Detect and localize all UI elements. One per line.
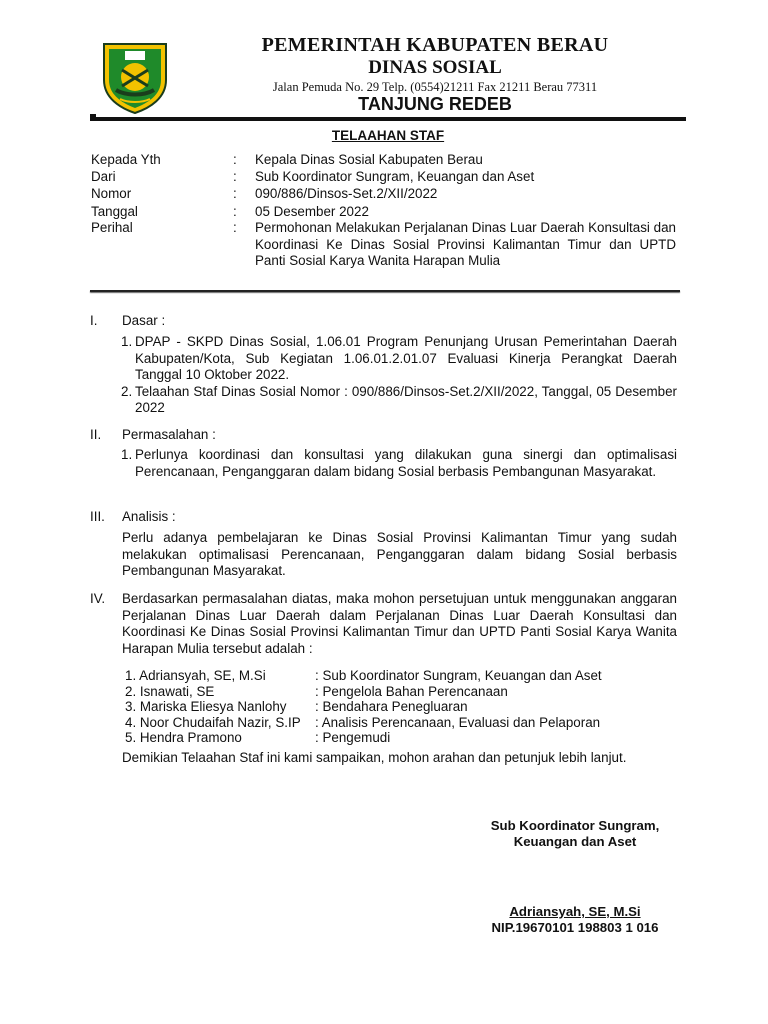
section-1-list bbox=[121, 334, 677, 417]
section-4-numeral: IV. bbox=[90, 591, 106, 606]
to-colon: : bbox=[233, 152, 237, 167]
list-item-number: 1. bbox=[121, 334, 133, 349]
staff-role: : Bendahara Penegluaran bbox=[315, 699, 468, 714]
from-colon: : bbox=[233, 169, 237, 184]
staff-list bbox=[125, 668, 685, 746]
number-value: 090/886/Dinsos-Set.2/XII/2022 bbox=[255, 186, 438, 201]
date-value: 05 Desember 2022 bbox=[255, 204, 369, 219]
subject-value: Permohonan Melakukan Perjalanan Dinas Luar Daerah Konsultasi dan Koordinasi Ke Dinas Sosial Provinsi Kalimantan Timur dan UPTD Panti Sosial Karya Wanita Harapan Mulia bbox=[255, 220, 676, 268]
date-label: Tanggal bbox=[91, 204, 138, 219]
document-title: TELAAHAN STAF bbox=[331, 128, 445, 143]
staff-name: 2. Isnawati, SE bbox=[125, 683, 215, 699]
list-item bbox=[121, 447, 677, 480]
signatory-name: Adriansyah, SE, M.Si bbox=[509, 904, 641, 919]
staff-row bbox=[125, 699, 685, 715]
to-label: Kepada Yth bbox=[91, 152, 161, 167]
staff-row bbox=[125, 715, 685, 731]
section-3-title: Analisis : bbox=[122, 509, 176, 524]
list-item-number: 1. bbox=[121, 447, 133, 462]
section-1-title: Dasar : bbox=[122, 313, 166, 328]
staff-role: : Pengelola Bahan Perencanaan bbox=[315, 683, 508, 699]
staff-name: 3. Mariska Eliesya Nanlohy bbox=[125, 699, 287, 714]
signature-position-2: Keuangan dan Aset bbox=[513, 834, 637, 849]
section-1-numeral: I. bbox=[90, 313, 98, 328]
signature-position-1: Sub Koordinator Sungram, bbox=[490, 818, 660, 833]
signature-nip: NIP.19670101 198803 1 016 bbox=[491, 920, 659, 935]
from-label: Dari bbox=[91, 169, 116, 184]
section-2-title: Permasalahan : bbox=[122, 427, 216, 442]
list-item-number: 2. bbox=[121, 383, 133, 399]
to-value: Kepala Dinas Sosial Kabupaten Berau bbox=[255, 152, 483, 167]
section-4-text: Berdasarkan permasalahan diatas, maka mohon persetujuan untuk menggunakan anggaran Perjalanan Dinas Luar Daerah dalam Perjalanan Dinas Luar Daerah Konsultasi dan Koordinasi Ke Dinas Sosial Provinsi Kalimantan Timur dan UPTD Panti Sosial Karya Wanita Harapan Mulia tersebut adalah : bbox=[122, 591, 677, 656]
staff-name: 4. Noor Chudaifah Nazir, S.IP bbox=[125, 714, 301, 730]
staff-role: : Analisis Perencanaan, Evaluasi dan Pelaporan bbox=[315, 714, 601, 730]
date-colon: : bbox=[233, 204, 237, 219]
staff-row bbox=[125, 730, 685, 746]
staff-role: : Sub Koordinator Sungram, Keuangan dan Aset bbox=[315, 668, 602, 683]
subject-colon: : bbox=[233, 220, 237, 235]
list-item-text: Perlunya koordinasi dan konsultasi yang dilakukan guna sinergi dan optimalisasi Perencanaan, Penganggaran dalam bidang Sosial berbasis Pembangunan Masyarakat. bbox=[135, 447, 677, 479]
list-item bbox=[121, 334, 677, 384]
staff-role: : Pengemudi bbox=[315, 730, 391, 745]
subject-label: Perihal bbox=[91, 220, 133, 235]
staff-row bbox=[125, 684, 685, 700]
list-item bbox=[121, 384, 677, 417]
header-rule bbox=[90, 117, 686, 121]
section-2-list bbox=[121, 447, 677, 480]
letterhead-city: TANJUNG REDEB bbox=[358, 94, 512, 114]
section-2-numeral: II. bbox=[90, 427, 102, 442]
header-separator bbox=[90, 290, 680, 292]
section-3-text: Perlu adanya pembelajaran ke Dinas Sosial Provinsi Kalimantan Timur yang sudah melakukan optimalisasi Perencanaan, Penganggaran dalam bidang Sosial berbasis Pembangunan Masyarakat. bbox=[122, 530, 677, 578]
number-label: Nomor bbox=[91, 186, 132, 201]
closing-text: Demikian Telaahan Staf ini kami sampaikan, mohon arahan dan petunjuk lebih lanjut. bbox=[122, 750, 627, 765]
letterhead-address: Jalan Pemuda No. 29 Telp. (0554)21211 Fax 21211 Berau 77311 bbox=[272, 80, 598, 94]
staff-name: 5. Hendra Pramono bbox=[125, 730, 242, 745]
staff-name: 1. Adriansyah, SE, M.Si bbox=[125, 668, 266, 683]
number-colon: : bbox=[233, 186, 237, 201]
list-item-text: DPAP - SKPD Dinas Sosial, 1.06.01 Program Penunjang Urusan Pemerintahan Daerah Kabupaten/Kota, Sub Kegiatan 1.06.01.2.01.07 Evaluasi Kinerja Perangkat Daerah Tanggal 10 Oktober 2022. bbox=[135, 334, 677, 382]
from-value: Sub Koordinator Sungram, Keuangan dan Aset bbox=[255, 169, 535, 184]
letterhead-government: PEMERINTAH KABUPATEN BERAU bbox=[261, 34, 609, 56]
signature-name bbox=[470, 904, 680, 921]
list-item-text: Telaahan Staf Dinas Sosial Nomor : 090/886/Dinsos-Set.2/XII/2022, Tanggal, 05 Desember 2022 bbox=[135, 383, 677, 415]
staff-row bbox=[125, 668, 685, 684]
section-3-numeral: III. bbox=[90, 509, 105, 524]
letterhead-agency: DINAS SOSIAL bbox=[368, 57, 502, 78]
